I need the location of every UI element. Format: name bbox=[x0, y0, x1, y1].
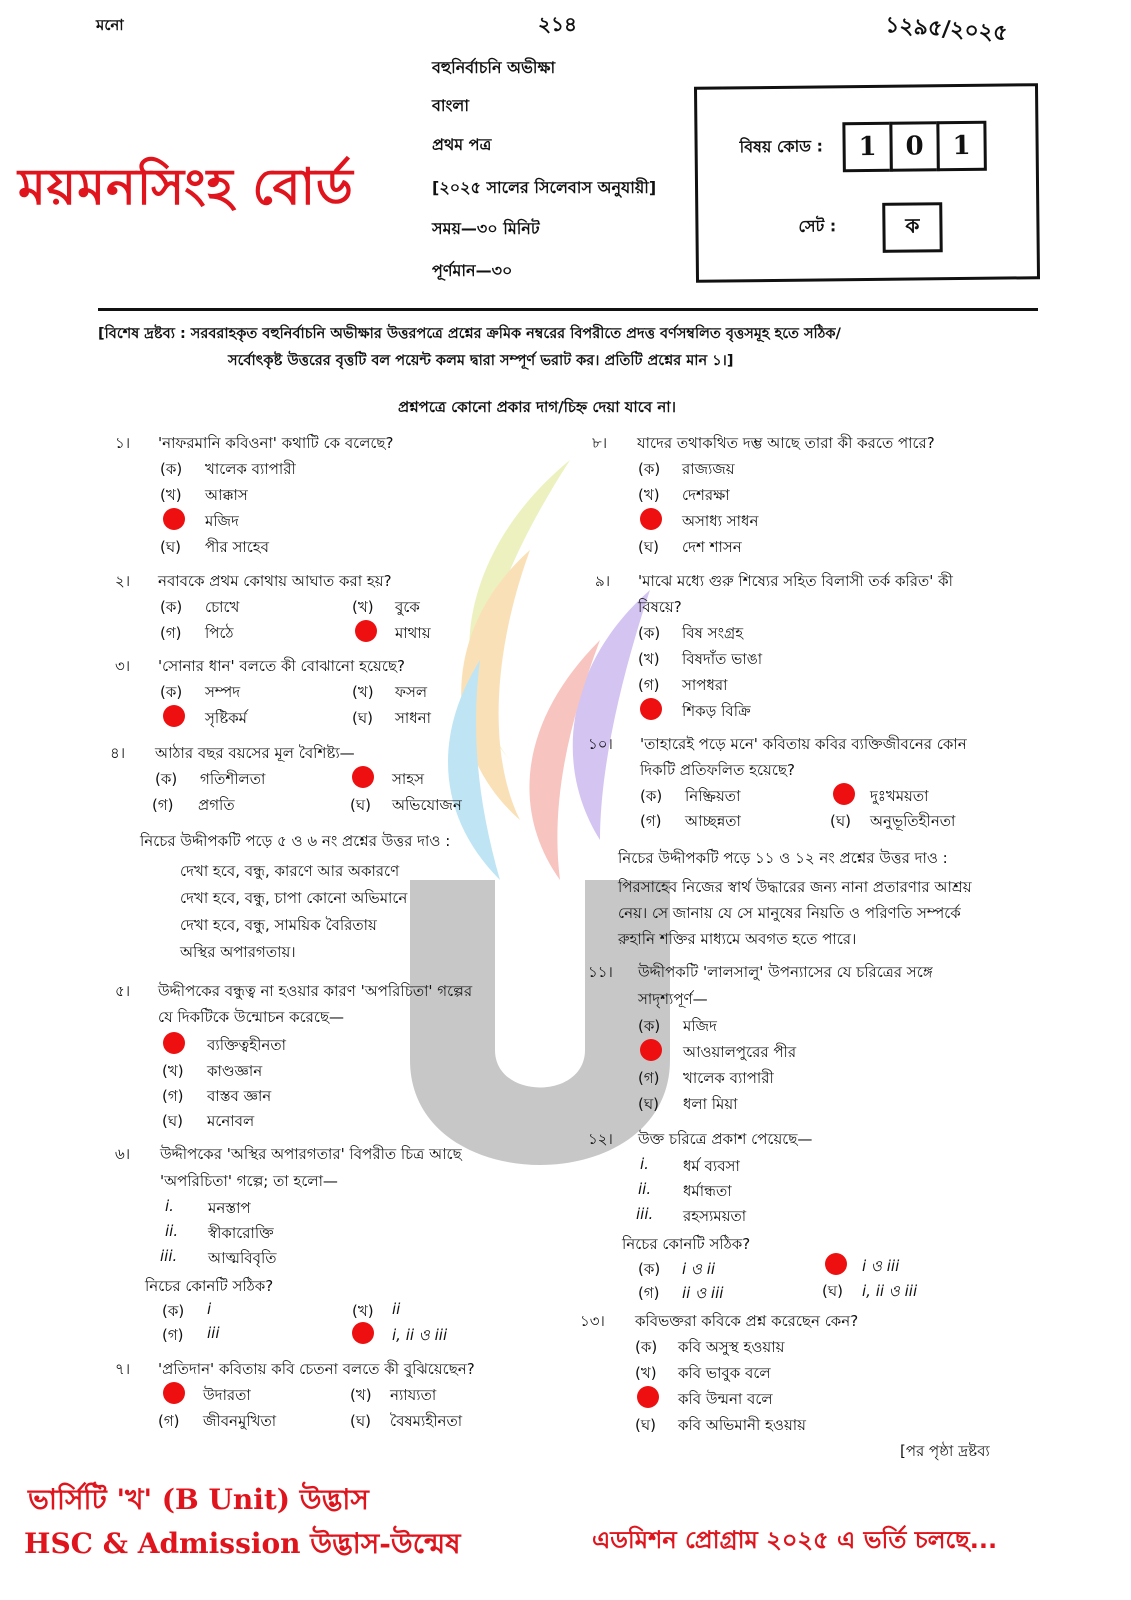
q9-opt-c-label: (গ) bbox=[638, 676, 660, 694]
q2-opt-b-label: (খ) bbox=[352, 598, 374, 616]
q6-item-i: মনস্তাপ bbox=[208, 1199, 251, 1217]
q9-number: ৯। bbox=[595, 572, 611, 590]
q4-opt-d-label: (ঘ) bbox=[350, 796, 371, 814]
q12-item-ii-label: ii. bbox=[638, 1180, 652, 1198]
q7-opt-c: জীবনমুখিতা bbox=[203, 1412, 277, 1430]
q4-opt-c-label: (গ) bbox=[152, 796, 174, 814]
time-limit: সময়—৩০ মিনিট bbox=[432, 219, 540, 238]
code-digit-3: 1 bbox=[936, 121, 987, 172]
q7-opt-d: বৈষম্যহীনতা bbox=[390, 1412, 463, 1430]
q5-opt-b: কাণ্ডজ্ঞান bbox=[207, 1062, 263, 1080]
stimulus-line-3: রুহানি শক্তির মাধ্যমে অবগত হতে পারে। bbox=[618, 930, 857, 948]
q12-which-correct: নিচের কোনটি সঠিক? bbox=[622, 1235, 751, 1253]
q10-opt-d: অনুভূতিহীনতা bbox=[870, 812, 956, 830]
q4-opt-c: প্রগতি bbox=[198, 796, 235, 814]
q5-number: ৫। bbox=[115, 982, 131, 1000]
stimulus-intro-5-6: নিচের উদ্দীপকটি পড়ে ৫ ও ৬ নং প্রশ্নের উত্তর দাও : bbox=[140, 832, 451, 850]
q11-opt-a: মজিদ bbox=[683, 1017, 717, 1035]
q9-opt-a-label: (ক) bbox=[638, 624, 661, 642]
q6-opt-c-label: (গ) bbox=[162, 1326, 184, 1344]
q8-number: ৮। bbox=[592, 434, 608, 452]
q11-number: ১১। bbox=[588, 963, 613, 981]
footer-program: এডমিশন প্রোগ্রাম ২০২৫ এ ভর্তি চলছে... bbox=[592, 1526, 998, 1554]
set-label: সেট : bbox=[798, 216, 837, 236]
q6-number: ৬। bbox=[115, 1145, 131, 1163]
footer-line-1: ভার্সিটি 'খ' (B Unit) উদ্ভাস bbox=[28, 1483, 369, 1516]
q7-opt-b-label: (খ) bbox=[350, 1386, 372, 1404]
answer-mark bbox=[825, 1253, 847, 1275]
answer-mark bbox=[352, 1322, 374, 1344]
q10-opt-c: আচ্ছন্নতা bbox=[685, 812, 741, 830]
q3-text: 'সোনার ধান' বলতে কী বোঝানো হয়েছে? bbox=[158, 657, 405, 675]
q6-text-2: 'অপরিচিতা' গল্পে; তা হলো— bbox=[160, 1172, 338, 1190]
q11-opt-d: ধলা মিয়া bbox=[683, 1095, 738, 1113]
q9-text-2: বিষয়ে? bbox=[638, 598, 682, 616]
answer-mark bbox=[355, 620, 377, 642]
paper-name: প্রথম পত্র bbox=[432, 135, 492, 154]
q7-number: ৭। bbox=[115, 1360, 131, 1378]
q8-opt-c: অসাধ্য সাধন bbox=[682, 512, 759, 530]
q1-opt-b-label: (খ) bbox=[160, 486, 182, 504]
q9-text-1: 'মাঝে মধ্যে গুরু শিষ্যের সহিত বিলাসী তর্ক করিত' কী bbox=[638, 572, 953, 590]
q6-item-iii: আত্মবিবৃতি bbox=[208, 1249, 277, 1267]
q13-opt-a-label: (ক) bbox=[635, 1338, 658, 1356]
q2-opt-a-label: (ক) bbox=[160, 598, 183, 616]
q2-opt-c: পিঠে bbox=[205, 624, 234, 642]
q9-opt-d: শিকড় বিক্রি bbox=[682, 702, 751, 720]
q2-number: ২। bbox=[115, 572, 131, 590]
no-mark-notice: প্রশ্নপত্রে কোনো প্রকার দাগ/চিহ্ন দেয়া যাবে না। bbox=[398, 398, 677, 416]
q3-opt-a-label: (ক) bbox=[160, 683, 183, 701]
q13-opt-d: কবি অভিমানী হওয়ায় bbox=[678, 1416, 806, 1434]
answer-mark bbox=[163, 705, 185, 727]
q6-item-ii: স্বীকারোক্তি bbox=[208, 1224, 274, 1242]
q2-opt-a: চোখে bbox=[205, 598, 240, 616]
q8-opt-a: রাজ্যজয় bbox=[682, 460, 735, 478]
q13-opt-c: কবি উন্মনা বলে bbox=[678, 1390, 773, 1408]
q2-opt-d: মাথায় bbox=[395, 624, 431, 642]
q6-text-1: উদ্দীপকের 'অস্থির অপারগতার' বিপরীত চিত্র আছে bbox=[160, 1145, 462, 1163]
q10-opt-d-label: (ঘ) bbox=[830, 812, 851, 830]
q4-opt-d: অভিযোজন bbox=[392, 796, 462, 814]
q11-opt-c-label: (গ) bbox=[638, 1069, 660, 1087]
q11-opt-c: খালেক ব্যাপারী bbox=[683, 1069, 774, 1087]
q11-opt-a-label: (ক) bbox=[638, 1017, 661, 1035]
q8-opt-d: দেশ শাসন bbox=[682, 538, 742, 556]
answer-mark bbox=[637, 1386, 659, 1408]
poem-line-3: দেখা হবে, বন্ধু, সাময়িক বৈরিতায় bbox=[180, 916, 377, 934]
q2-text: নবাবকে প্রথম কোথায় আঘাত করা হয়? bbox=[158, 572, 392, 590]
subject-code-box bbox=[694, 83, 1040, 283]
q12-opt-a-label: (ক) bbox=[638, 1260, 661, 1278]
q10-text-1: 'তাহারেই পড়ে মনে' কবিতায় কবির ব্যক্তিজীবনের কোন bbox=[640, 735, 967, 753]
q13-opt-a: কবি অসুস্থ হওয়ায় bbox=[678, 1338, 785, 1356]
q10-number: ১০। bbox=[588, 735, 613, 753]
paper-code: ১২৯৫/২০২৫ bbox=[884, 12, 1009, 47]
q1-opt-d: পীর সাহেব bbox=[205, 538, 270, 556]
q13-opt-b-label: (খ) bbox=[635, 1364, 657, 1382]
header-divider bbox=[98, 308, 1038, 311]
q8-opt-d-label: (ঘ) bbox=[638, 538, 659, 556]
q2-opt-c-label: (গ) bbox=[160, 624, 182, 642]
syllabus-note: [২০২৫ সালের সিলেবাস অনুযায়ী] bbox=[432, 178, 657, 197]
next-page-note: [পর পৃষ্ঠা দ্রষ্টব্য bbox=[900, 1442, 990, 1460]
q7-opt-a: উদারতা bbox=[203, 1386, 251, 1404]
q6-which-correct: নিচের কোনটি সঠিক? bbox=[145, 1277, 274, 1295]
q13-opt-d-label: (ঘ) bbox=[635, 1416, 656, 1434]
q1-number: ১। bbox=[115, 434, 131, 452]
q5-opt-d: মনোবল bbox=[207, 1112, 255, 1130]
q6-item-i-label: i. bbox=[165, 1197, 174, 1215]
subject-name: বাংলা bbox=[432, 96, 469, 115]
page-number: ২১৪ bbox=[538, 12, 577, 36]
q6-opt-b: ii bbox=[392, 1300, 401, 1318]
q11-opt-d-label: (ঘ) bbox=[638, 1095, 659, 1113]
q6-opt-a-label: (ক) bbox=[162, 1302, 185, 1320]
q10-opt-a: নিষ্ক্রিয়তা bbox=[685, 787, 741, 805]
q7-opt-d-label: (ঘ) bbox=[350, 1412, 371, 1430]
q2-opt-b: বুকে bbox=[395, 598, 420, 616]
q1-text: 'নাফরমানি কবিওনা' কথাটি কে বলেছে? bbox=[158, 434, 394, 452]
q9-opt-c: সাপধরা bbox=[682, 676, 728, 694]
q12-opt-c-label: (গ) bbox=[638, 1284, 660, 1302]
q10-opt-c-label: (গ) bbox=[640, 812, 662, 830]
q6-item-iii-label: iii. bbox=[160, 1247, 178, 1265]
q12-opt-d-label: (ঘ) bbox=[822, 1282, 843, 1300]
q7-opt-c-label: (গ) bbox=[158, 1412, 180, 1430]
answer-mark bbox=[833, 783, 855, 805]
board-name: ময়মনসিংহ বোর্ড bbox=[18, 157, 354, 216]
answer-mark bbox=[163, 1382, 185, 1404]
q8-opt-a-label: (ক) bbox=[638, 460, 661, 478]
q13-number: ১৩। bbox=[580, 1312, 605, 1330]
q12-opt-a: i ও ii bbox=[682, 1260, 716, 1278]
q12-item-iii-label: iii. bbox=[636, 1205, 654, 1223]
q12-opt-b: i ও iii bbox=[862, 1257, 900, 1275]
q3-opt-a: সম্পদ bbox=[205, 683, 241, 701]
q11-text-2: সাদৃশ্যপূর্ণ— bbox=[638, 990, 708, 1008]
q4-opt-a-label: (ক) bbox=[155, 770, 178, 788]
q3-opt-c: সৃষ্টিকর্ম bbox=[205, 709, 248, 727]
q5-text-1: উদ্দীপকের বন্ধুত্ব না হওয়ার কারণ 'অপরিচিতা' গল্পের bbox=[158, 982, 473, 1000]
q9-opt-b: বিষদাঁত ভাঙা bbox=[682, 650, 763, 668]
q12-number: ১২। bbox=[588, 1130, 613, 1148]
q8-text: যাদের তথাকথিত দম্ভ আছে তারা কী করতে পারে? bbox=[637, 434, 935, 452]
q6-item-ii-label: ii. bbox=[165, 1222, 179, 1240]
q5-opt-c: বাস্তব জ্ঞান bbox=[207, 1087, 272, 1105]
q4-number: ৪। bbox=[110, 744, 126, 762]
q12-opt-d: i, ii ও iii bbox=[862, 1282, 918, 1300]
q1-opt-a: খালেক ব্যাপারী bbox=[205, 460, 296, 478]
q12-item-i: ধর্ম ব্যবসা bbox=[683, 1157, 740, 1175]
q10-text-2: দিকটি প্রতিফলিত হয়েছে? bbox=[640, 761, 795, 779]
q3-opt-d-label: (ঘ) bbox=[352, 709, 373, 727]
subject-code-label: বিষয় কোড : bbox=[739, 136, 824, 157]
poem-line-4: অস্থির অপারগতায়। bbox=[180, 943, 296, 961]
q11-opt-b: আওয়ালপুরের পীর bbox=[683, 1043, 797, 1061]
stimulus-line-2: নেয়। সে জানায় যে সে মানুষের নিয়তি ও পরিণতি সম্পর্কে bbox=[618, 904, 961, 922]
q4-opt-a: গতিশীলতা bbox=[200, 770, 266, 788]
q10-opt-a-label: (ক) bbox=[640, 787, 663, 805]
q6-opt-a: i bbox=[207, 1300, 212, 1318]
footer-line-2: HSC & Admission উদ্ভাস-উন্মেষ bbox=[24, 1527, 461, 1560]
code-digit-2: 0 bbox=[889, 121, 940, 172]
q5-opt-c-label: (গ) bbox=[162, 1087, 184, 1105]
q11-text-1: উদ্দীপকটি 'লালসালু' উপন্যাসের যে চরিত্রের সঙ্গে bbox=[638, 963, 933, 981]
q1-opt-c: মজিদ bbox=[205, 512, 239, 530]
q5-opt-a: ব্যক্তিত্বহীনতা bbox=[207, 1036, 286, 1054]
exam-type: বহুনির্বাচনি অভীক্ষা bbox=[432, 58, 556, 77]
q8-opt-b: দেশরক্ষা bbox=[682, 486, 730, 504]
poem-line-1: দেখা হবে, বন্ধু, কারণে আর অকারণে bbox=[180, 862, 400, 880]
q10-opt-b: দুঃখময়তা bbox=[870, 787, 929, 805]
q3-opt-b-label: (খ) bbox=[352, 683, 374, 701]
code-digit-1: 1 bbox=[842, 122, 893, 173]
answer-mark bbox=[163, 1032, 185, 1054]
q9-opt-a: বিষ সংগ্রহ bbox=[682, 624, 744, 642]
q1-opt-a-label: (ক) bbox=[160, 460, 183, 478]
answer-mark bbox=[352, 766, 374, 788]
q3-opt-b: ফসল bbox=[395, 683, 428, 701]
q1-opt-d-label: (ঘ) bbox=[160, 538, 181, 556]
answer-mark bbox=[640, 508, 662, 530]
q9-opt-b-label: (খ) bbox=[638, 650, 660, 668]
q5-text-2: যে দিকটিকে উন্মোচন করেছে— bbox=[158, 1008, 345, 1026]
q4-opt-b: সাহস bbox=[392, 770, 425, 788]
q13-opt-b: কবি ভাবুক বলে bbox=[678, 1364, 771, 1382]
q12-item-iii: রহস্যময়তা bbox=[683, 1207, 747, 1225]
q7-text: 'প্রতিদান' কবিতায় কবি চেতনা বলতে কী বুঝিয়েছেন? bbox=[158, 1360, 475, 1378]
stimulus-intro-11-12: নিচের উদ্দীপকটি পড়ে ১১ ও ১২ নং প্রশ্নের উত্তর দাও : bbox=[618, 849, 948, 867]
top-left-mark: মনো bbox=[96, 16, 124, 34]
q3-number: ৩। bbox=[115, 657, 131, 675]
q7-opt-b: ন্যায্যতা bbox=[390, 1386, 437, 1404]
answer-mark bbox=[640, 1039, 662, 1061]
poem-line-2: দেখা হবে, বন্ধু, চাপা কোনো অভিমানে bbox=[180, 889, 408, 907]
q4-text: আঠার বছর বয়সের মূল বৈশিষ্ট্য— bbox=[155, 744, 355, 762]
stimulus-line-1: পিরসাহেব নিজের স্বার্থ উদ্ধারের জন্য নানা প্রতারণার আশ্রয় bbox=[618, 878, 972, 896]
q6-opt-d: i, ii ও iii bbox=[392, 1326, 448, 1344]
q1-opt-b: আক্কাস bbox=[205, 486, 248, 504]
full-marks: পূর্ণমান—৩০ bbox=[432, 261, 513, 280]
q3-opt-d: সাধনা bbox=[395, 709, 431, 727]
answer-mark bbox=[640, 698, 662, 720]
q5-opt-b-label: (খ) bbox=[162, 1062, 184, 1080]
instruction-line-2: সর্বোৎকৃষ্ট উত্তরের বৃত্তটি বল পয়েন্ট কলম দ্বারা সম্পূর্ণ ভরাট কর। প্রতিটি প্রশ্নের মান ১।] bbox=[228, 353, 734, 369]
answer-mark bbox=[163, 508, 185, 530]
q12-item-ii: ধর্মান্ধতা bbox=[683, 1182, 732, 1200]
instruction-line-1: [বিশেষ দ্রষ্টব্য : সরবরাহকৃত বহুনির্বাচনি অভীক্ষার উত্তরপত্রে প্রশ্নের ক্রমিক নম্বরের বিপরীতে প্রদত্ত বর্ণসম্বলিত বৃত্তসমূহ হতে সঠিক/ bbox=[98, 326, 841, 342]
set-value: ক bbox=[882, 202, 943, 253]
q6-opt-b-label: (খ) bbox=[352, 1302, 374, 1320]
q12-text: উক্ত চরিত্রে প্রকাশ পেয়েছে— bbox=[638, 1130, 813, 1148]
q5-opt-d-label: (ঘ) bbox=[162, 1112, 183, 1130]
q6-opt-c: iii bbox=[207, 1324, 220, 1342]
q12-item-i-label: i. bbox=[640, 1155, 649, 1173]
q13-text: কবিভক্তরা কবিকে প্রশ্ন করেছেন কেন? bbox=[635, 1312, 859, 1330]
q12-opt-c: ii ও iii bbox=[682, 1284, 724, 1302]
q8-opt-b-label: (খ) bbox=[638, 486, 660, 504]
